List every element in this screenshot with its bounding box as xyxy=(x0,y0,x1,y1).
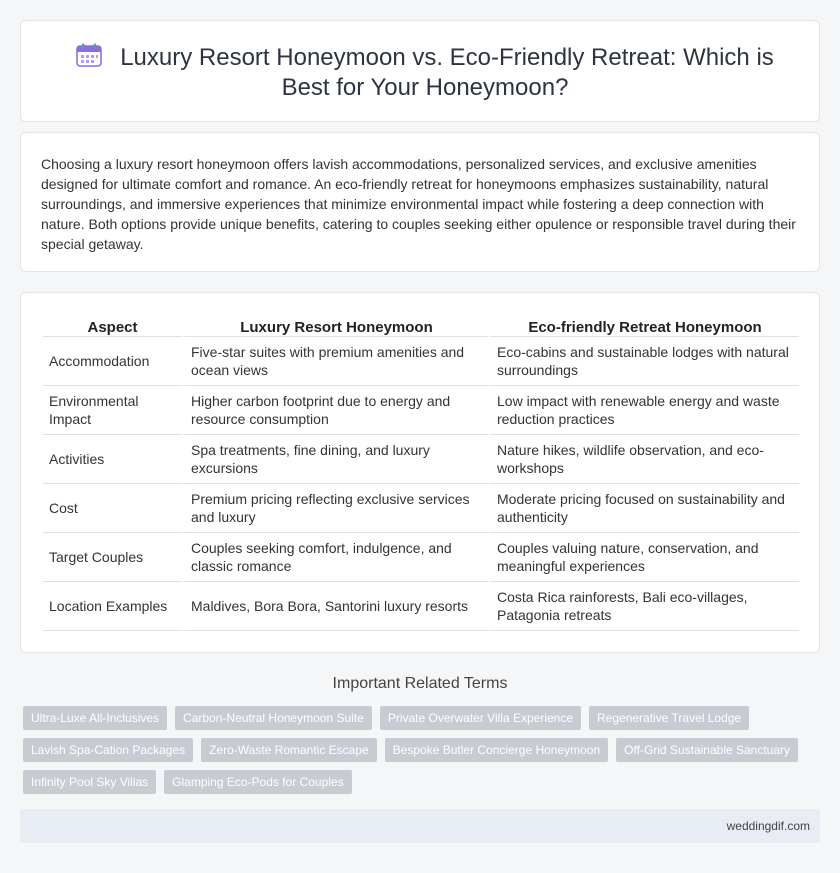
table-row xyxy=(43,435,799,484)
related-terms-list xyxy=(23,706,813,794)
cell-eco: Nature hikes, wildlife observation, and eco-workshops xyxy=(488,435,799,484)
table-row xyxy=(43,386,799,435)
cell-luxury: Five-star suites with premium amenities and ocean views xyxy=(182,337,488,386)
page-title xyxy=(51,43,799,103)
table-row xyxy=(43,533,799,582)
related-terms-heading: Important Related Terms xyxy=(332,675,508,692)
term-tag[interactable]: Glamping Eco-Pods for Couples xyxy=(164,770,351,794)
header-aspect: Aspect xyxy=(43,315,182,337)
cell-luxury: Premium pricing reflecting exclusive services and luxury xyxy=(182,484,488,533)
term-tag[interactable]: Off-Grid Sustainable Sanctuary xyxy=(616,738,798,762)
intro-paragraph: Choosing a luxury resort honeymoon offers lavish accommodations, personalized services, and exclusive amenities designed for ultimate comfort and romance. An eco-friendly retreat for honeymoons emphasizes sustainability, natural surroundings, and immersive experiences that minimize environmental impact while fostering a deep connection with nature. Both options provide unique benefits, catering to couples seeking either opulence or responsible travel during their special getaway. xyxy=(41,156,796,252)
title-card xyxy=(20,20,820,122)
term-tag[interactable]: Infinity Pool Sky Villas xyxy=(23,770,156,794)
cell-eco: Eco-cabins and sustainable lodges with natural surroundings xyxy=(488,337,799,386)
footer xyxy=(20,809,820,843)
title-wrap xyxy=(51,43,799,103)
term-tag[interactable]: Ultra-Luxe All-Inclusives xyxy=(23,706,167,730)
cell-aspect: Target Couples xyxy=(43,533,182,582)
table-header-row xyxy=(43,315,799,337)
cell-luxury: Couples seeking comfort, indulgence, and classic romance xyxy=(182,533,488,582)
cell-eco: Costa Rica rainforests, Bali eco-villages, Patagonia retreats xyxy=(488,582,799,631)
term-tag[interactable]: Bespoke Butler Concierge Honeymoon xyxy=(385,738,608,762)
term-tag[interactable]: Lavish Spa-Cation Packages xyxy=(23,738,193,762)
cell-luxury: Maldives, Bora Bora, Santorini luxury resorts xyxy=(182,582,488,631)
table-row xyxy=(43,582,799,631)
comparison-table xyxy=(43,315,799,631)
cell-eco: Low impact with renewable energy and waste reduction practices xyxy=(488,386,799,435)
cell-luxury: Higher carbon footprint due to energy and resource consumption xyxy=(182,386,488,435)
header-luxury: Luxury Resort Honeymoon xyxy=(182,315,488,337)
term-tag[interactable]: Zero-Waste Romantic Escape xyxy=(201,738,377,762)
table-row xyxy=(43,337,799,386)
cell-aspect: Environmental Impact xyxy=(43,386,182,435)
cell-aspect: Location Examples xyxy=(43,582,182,631)
term-tag[interactable]: Private Overwater Villa Experience xyxy=(380,706,581,730)
cell-luxury: Spa treatments, fine dining, and luxury excursions xyxy=(182,435,488,484)
header-eco: Eco-friendly Retreat Honeymoon xyxy=(488,315,799,337)
page-title-text: Luxury Resort Honeymoon vs. Eco-Friendly Retreat: Which is Best for Your Honeymoon? xyxy=(120,44,774,101)
term-tag[interactable]: Carbon-Neutral Honeymoon Suite xyxy=(175,706,372,730)
table-row xyxy=(43,484,799,533)
footer-site-link[interactable]: weddingdif.com xyxy=(726,819,810,833)
cell-aspect: Accommodation xyxy=(43,337,182,386)
comparison-card xyxy=(20,292,820,653)
cell-eco: Moderate pricing focused on sustainability and authenticity xyxy=(488,484,799,533)
calendar-icon xyxy=(76,43,102,67)
intro-card xyxy=(20,132,820,272)
cell-aspect: Cost xyxy=(43,484,182,533)
cell-aspect: Activities xyxy=(43,435,182,484)
term-tag[interactable]: Regenerative Travel Lodge xyxy=(589,706,749,730)
cell-eco: Couples valuing nature, conservation, and meaningful experiences xyxy=(488,533,799,582)
